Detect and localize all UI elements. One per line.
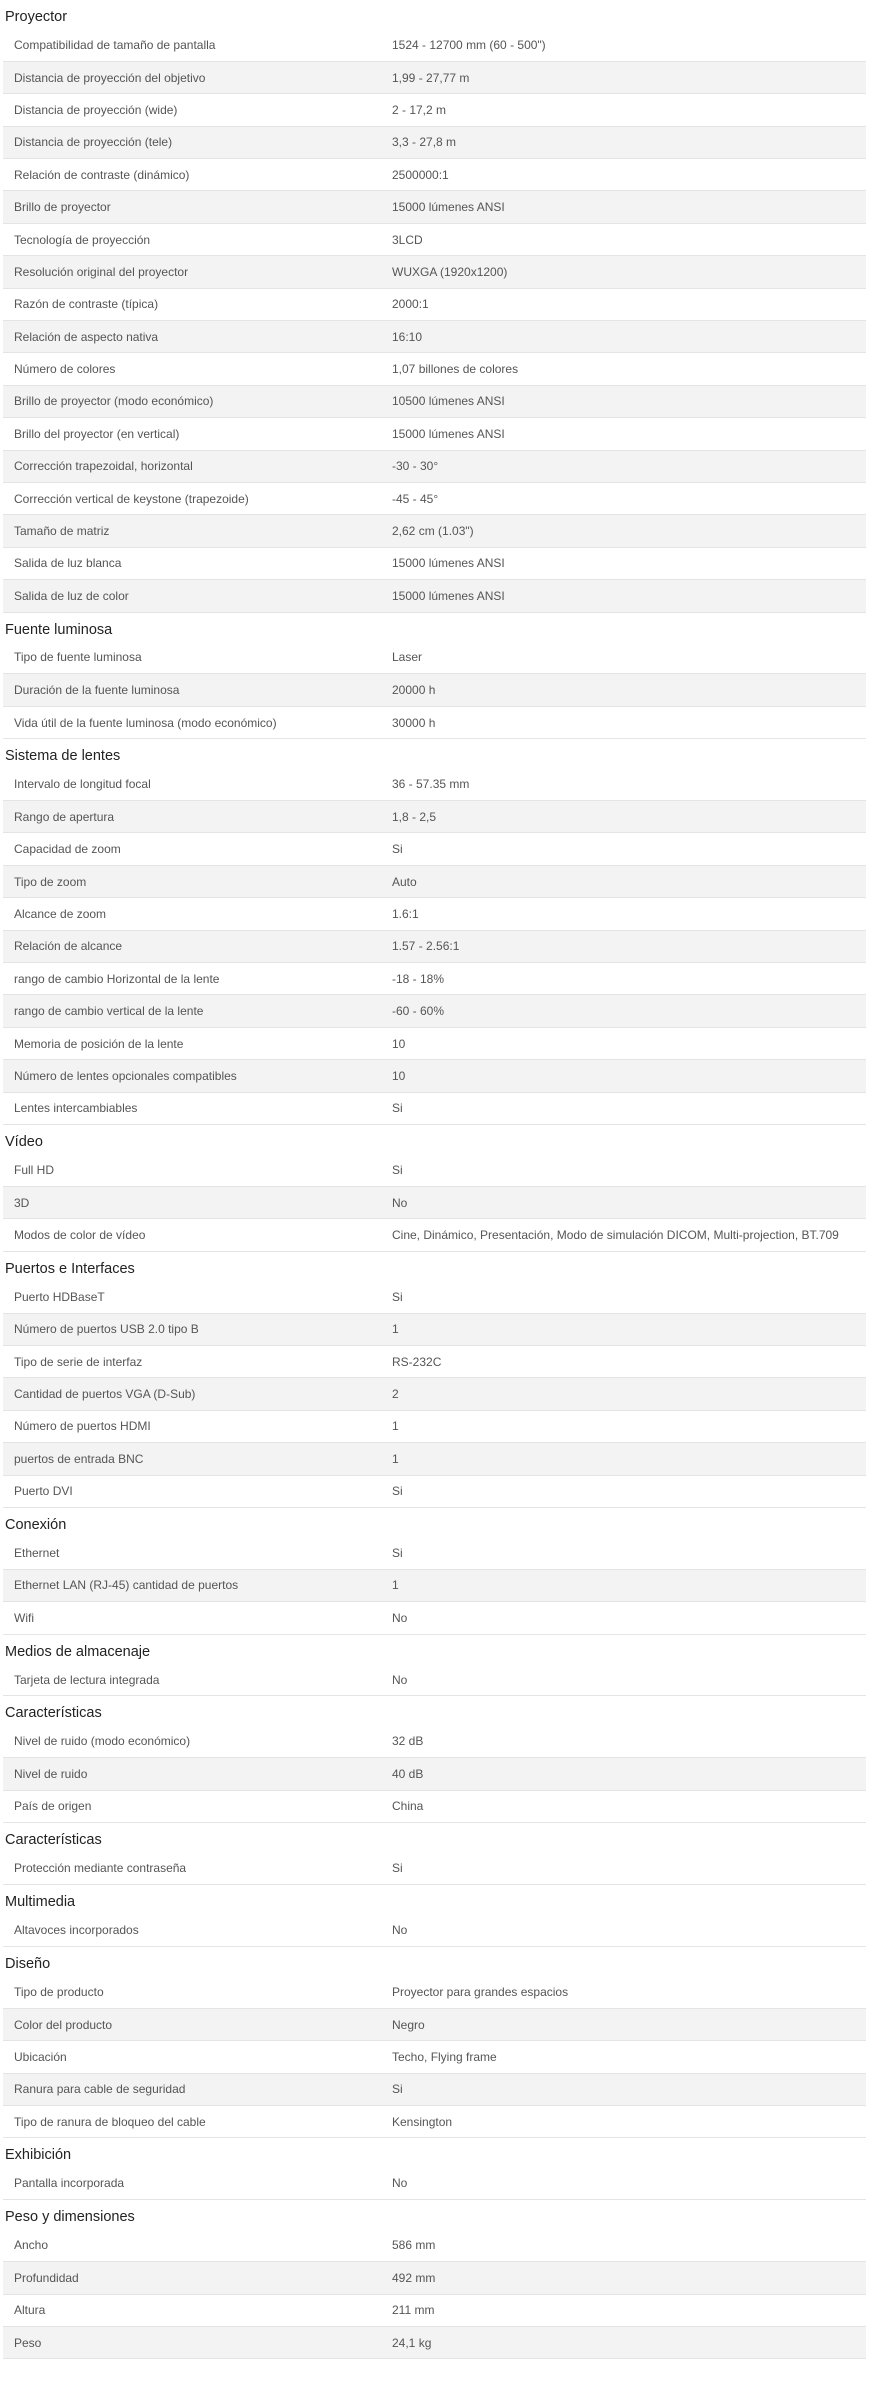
spec-row xyxy=(3,580,866,612)
spec-row xyxy=(3,833,866,865)
spec-row xyxy=(3,2326,866,2358)
spec-table xyxy=(3,29,866,613)
spec-row xyxy=(3,1378,866,1410)
spec-value: No xyxy=(392,1672,408,1687)
spec-label: rango de cambio vertical de la lente xyxy=(14,1004,204,1019)
spec-label: Puerto HDBaseT xyxy=(14,1289,105,1304)
spec-label: Nivel de ruido xyxy=(14,1767,88,1782)
spec-value: 2 xyxy=(392,1387,399,1402)
spec-label: Wifi xyxy=(14,1610,34,1625)
spec-row xyxy=(3,418,866,450)
spec-value: 20000 h xyxy=(392,683,436,698)
section-title: Medios de almacenaje xyxy=(5,1643,151,1660)
spec-label: Pantalla incorporada xyxy=(14,2176,125,2191)
section-title: Conexión xyxy=(5,1516,67,1533)
spec-value: 30000 h xyxy=(392,715,436,730)
spec-label: Tarjeta de lectura integrada xyxy=(14,1672,160,1687)
section-title: Características xyxy=(5,1705,102,1722)
spec-label: Salida de luz blanca xyxy=(14,556,122,571)
spec-row xyxy=(3,642,866,674)
spec-label: Tipo de zoom xyxy=(14,874,87,889)
spec-row xyxy=(3,1725,866,1757)
spec-label: 3D xyxy=(14,1195,30,1210)
spec-value: 1524 - 12700 mm (60 - 500") xyxy=(392,37,546,52)
spec-label: Altura xyxy=(14,2303,46,2318)
spec-label: Tipo de producto xyxy=(14,1984,104,1999)
spec-value: Si xyxy=(392,1162,403,1177)
spec-label: Lentes intercambiables xyxy=(14,1101,138,1116)
spec-label: Protección mediante contraseña xyxy=(14,1861,187,1876)
spec-row xyxy=(3,321,866,353)
spec-label: Tipo de ranura de bloqueo del cable xyxy=(14,2114,206,2129)
spec-row xyxy=(3,1443,866,1475)
spec-row xyxy=(3,61,866,93)
spec-value: 2000:1 xyxy=(392,297,429,312)
spec-row xyxy=(3,547,866,579)
spec-value: No xyxy=(392,1610,408,1625)
spec-row xyxy=(3,2073,866,2105)
spec-value: -30 - 30° xyxy=(392,459,439,474)
spec-value: 36 - 57.35 mm xyxy=(392,777,470,792)
section-title: Sistema de lentes xyxy=(5,748,121,765)
spec-row xyxy=(3,995,866,1027)
spec-row xyxy=(3,1475,866,1507)
spec-row xyxy=(3,1219,866,1251)
spec-row xyxy=(3,1186,866,1218)
section-title: Características xyxy=(5,1832,102,1849)
spec-label: Número de colores xyxy=(14,362,116,377)
spec-row xyxy=(3,1154,866,1186)
spec-label: Tamaño de matriz xyxy=(14,524,110,539)
spec-value: Si xyxy=(392,1289,403,1304)
spec-row xyxy=(3,482,866,514)
spec-row xyxy=(3,865,866,897)
spec-value: 10500 lúmenes ANSI xyxy=(392,394,505,409)
spec-label: Peso xyxy=(14,2335,42,2350)
spec-label: Distancia de proyección del objetivo xyxy=(14,70,206,85)
spec-row xyxy=(3,930,866,962)
spec-row xyxy=(3,1027,866,1059)
section-title: Puertos e Interfaces xyxy=(5,1260,135,1277)
spec-label: País de origen xyxy=(14,1799,92,1814)
section-title: Diseño xyxy=(5,1955,51,1972)
spec-row xyxy=(3,1790,866,1822)
spec-value: 15000 lúmenes ANSI xyxy=(392,200,505,215)
spec-row xyxy=(3,353,866,385)
spec-row xyxy=(3,768,866,800)
spec-row xyxy=(3,674,866,706)
spec-label: Ranura para cable de seguridad xyxy=(14,2082,186,2097)
spec-value: No xyxy=(392,1195,408,1210)
spec-label: Intervalo de longitud focal xyxy=(14,777,151,792)
spec-label: Resolución original del proyector xyxy=(14,264,189,279)
spec-label: Número de lentes opcionales compatibles xyxy=(14,1068,237,1083)
spec-label: Altavoces incorporados xyxy=(14,1922,139,1937)
spec-value: 24,1 kg xyxy=(392,2335,432,2350)
spec-value: 1 xyxy=(392,1578,399,1593)
spec-row xyxy=(3,1060,866,1092)
spec-row xyxy=(3,2167,866,2199)
spec-label: rango de cambio Horizontal de la lente xyxy=(14,971,220,986)
spec-row xyxy=(3,2229,866,2261)
spec-value: -18 - 18% xyxy=(392,971,445,986)
spec-value: -60 - 60% xyxy=(392,1004,445,1019)
spec-value: 2 - 17,2 m xyxy=(392,102,447,117)
spec-label: Relación de alcance xyxy=(14,939,123,954)
spec-value: 10 xyxy=(392,1068,406,1083)
spec-label: Vida útil de la fuente luminosa (modo económico) xyxy=(14,715,277,730)
spec-label: Color del producto xyxy=(14,2017,113,2032)
spec-row xyxy=(3,2041,866,2073)
spec-label: Brillo de proyector xyxy=(14,200,111,215)
spec-label: Número de puertos USB 2.0 tipo B xyxy=(14,1322,199,1337)
spec-table xyxy=(3,1976,866,2138)
spec-label: Relación de contraste (dinámico) xyxy=(14,167,190,182)
spec-value: 15000 lúmenes ANSI xyxy=(392,588,505,603)
spec-table xyxy=(3,1852,866,1885)
spec-table xyxy=(3,1281,866,1508)
spec-value: 3,3 - 27,8 m xyxy=(392,135,457,150)
spec-label: Duración de la fuente luminosa xyxy=(14,683,180,698)
section-title: Fuente luminosa xyxy=(5,621,113,638)
spec-table xyxy=(3,2229,866,2359)
spec-label: Número de puertos HDMI xyxy=(14,1419,151,1434)
section-title: Vídeo xyxy=(5,1134,43,1150)
spec-row xyxy=(3,288,866,320)
spec-row xyxy=(3,29,866,61)
spec-value: 2,62 cm (1.03") xyxy=(392,524,474,539)
spec-row xyxy=(3,1281,866,1313)
spec-value: Laser xyxy=(392,650,423,665)
spec-value: 10 xyxy=(392,1036,406,1051)
spec-label: Distancia de proyección (wide) xyxy=(14,102,178,117)
spec-label: Salida de luz de color xyxy=(14,588,129,603)
spec-value: -45 - 45° xyxy=(392,491,439,506)
spec-label: Alcance de zoom xyxy=(14,906,107,921)
spec-row xyxy=(3,2262,866,2294)
spec-label: Ubicación xyxy=(14,2049,67,2064)
spec-label: Corrección vertical de keystone (trapezoide) xyxy=(14,491,249,506)
spec-table xyxy=(3,768,866,1125)
spec-label: Ethernet xyxy=(14,1545,60,1560)
section-title: Proyector xyxy=(5,9,68,25)
spec-value: Si xyxy=(392,842,403,857)
spec-label: Nivel de ruido (modo económico) xyxy=(14,1734,191,1749)
spec-row xyxy=(3,2294,866,2326)
spec-row xyxy=(3,256,866,288)
spec-table xyxy=(3,642,866,740)
spec-row xyxy=(3,898,866,930)
spec-row xyxy=(3,801,866,833)
spec-value: 1,8 - 2,5 xyxy=(392,809,437,824)
spec-value: 3LCD xyxy=(392,232,423,247)
spec-row xyxy=(3,126,866,158)
spec-value: Si xyxy=(392,1101,403,1116)
spec-label: Memoria de posición de la lente xyxy=(14,1036,184,1051)
spec-label: Rango de apertura xyxy=(14,809,115,824)
spec-value: 1.6:1 xyxy=(392,906,419,921)
spec-label: Modos de color de vídeo xyxy=(14,1227,146,1242)
spec-value: Techo, Flying frame xyxy=(392,2049,497,2064)
spec-value: 32 dB xyxy=(392,1734,424,1749)
spec-label: Relación de aspecto nativa xyxy=(14,329,159,344)
spec-label: Tipo de fuente luminosa xyxy=(14,650,142,665)
spec-row xyxy=(3,159,866,191)
spec-value: No xyxy=(392,2176,408,2191)
spec-label: Tecnología de proyección xyxy=(14,232,151,247)
spec-row xyxy=(3,1410,866,1442)
spec-label: Capacidad de zoom xyxy=(14,842,121,857)
spec-value: Si xyxy=(392,1484,403,1499)
spec-table xyxy=(3,1664,866,1697)
spec-row xyxy=(3,223,866,255)
spec-label: Compatibilidad de tamaño de pantalla xyxy=(14,37,216,52)
spec-value: 1,07 billones de colores xyxy=(392,362,519,377)
spec-value: 1 xyxy=(392,1451,399,1466)
spec-value: RS-232C xyxy=(392,1354,442,1369)
spec-value: Si xyxy=(392,2082,403,2097)
spec-row xyxy=(3,706,866,738)
spec-row xyxy=(3,1852,866,1884)
spec-value: Cine, Dinámico, Presentación, Modo de simulación DICOM, Multi-projection, BT.709 xyxy=(392,1227,839,1242)
spec-row xyxy=(3,1345,866,1377)
spec-value: Kensington xyxy=(392,2114,453,2129)
spec-row xyxy=(3,515,866,547)
spec-label: Razón de contraste (típica) xyxy=(14,297,159,312)
spec-label: Tipo de serie de interfaz xyxy=(14,1354,143,1369)
spec-row xyxy=(3,1313,866,1345)
spec-table xyxy=(3,1537,866,1635)
spec-value: 1 xyxy=(392,1419,399,1434)
spec-value: 15000 lúmenes ANSI xyxy=(392,556,505,571)
spec-value: China xyxy=(392,1799,424,1814)
spec-value: 1 xyxy=(392,1322,399,1337)
spec-row xyxy=(3,1664,866,1696)
spec-table xyxy=(3,1154,866,1252)
section-title: Peso y dimensiones xyxy=(5,2209,135,2226)
section-title: Exhibición xyxy=(5,2147,72,2164)
spec-value: 1.57 - 2.56:1 xyxy=(392,939,460,954)
spec-value: Si xyxy=(392,1861,403,1876)
spec-row xyxy=(3,2105,866,2137)
spec-value: Negro xyxy=(392,2017,425,2032)
spec-label: Profundidad xyxy=(14,2270,79,2285)
section-title: Multimedia xyxy=(5,1894,76,1911)
spec-row xyxy=(3,1537,866,1569)
spec-row xyxy=(3,1092,866,1124)
spec-label: Ancho xyxy=(14,2238,49,2253)
spec-row xyxy=(3,1758,866,1790)
spec-label: Puerto DVI xyxy=(14,1484,73,1499)
spec-row xyxy=(3,1914,866,1946)
spec-row xyxy=(3,2008,866,2040)
spec-row xyxy=(3,963,866,995)
spec-row xyxy=(3,1569,866,1601)
spec-row xyxy=(3,1602,866,1634)
spec-label: Brillo de proyector (modo económico) xyxy=(14,394,214,409)
spec-row xyxy=(3,1976,866,2008)
spec-value: 15000 lúmenes ANSI xyxy=(392,426,505,441)
spec-value: Proyector para grandes espacios xyxy=(392,1984,569,1999)
spec-value: 16:10 xyxy=(392,329,423,344)
spec-value: WUXGA (1920x1200) xyxy=(392,264,508,279)
spec-value: Auto xyxy=(392,874,417,889)
spec-table xyxy=(3,2167,866,2200)
spec-label: Full HD xyxy=(14,1162,55,1177)
spec-value: 2500000:1 xyxy=(392,167,449,182)
spec-value: 211 mm xyxy=(392,2303,435,2318)
spec-value: Si xyxy=(392,1545,403,1560)
spec-label: Cantidad de puertos VGA (D-Sub) xyxy=(14,1387,196,1402)
spec-row xyxy=(3,191,866,223)
spec-row xyxy=(3,450,866,482)
spec-label: Distancia de proyección (tele) xyxy=(14,135,173,150)
spec-value: No xyxy=(392,1922,408,1937)
spec-row xyxy=(3,385,866,417)
spec-value: 586 mm xyxy=(392,2238,436,2253)
spec-label: Ethernet LAN (RJ-45) cantidad de puertos xyxy=(14,1578,239,1593)
spec-label: puertos de entrada BNC xyxy=(14,1451,144,1466)
spec-value: 1,99 - 27,77 m xyxy=(392,70,470,85)
spec-label: Corrección trapezoidal, horizontal xyxy=(14,459,193,474)
spec-row xyxy=(3,94,866,126)
spec-table xyxy=(3,1914,866,1947)
spec-value: 40 dB xyxy=(392,1767,424,1782)
spec-label: Brillo del proyector (en vertical) xyxy=(14,426,180,441)
spec-value: 492 mm xyxy=(392,2270,436,2285)
spec-table xyxy=(3,1725,866,1823)
